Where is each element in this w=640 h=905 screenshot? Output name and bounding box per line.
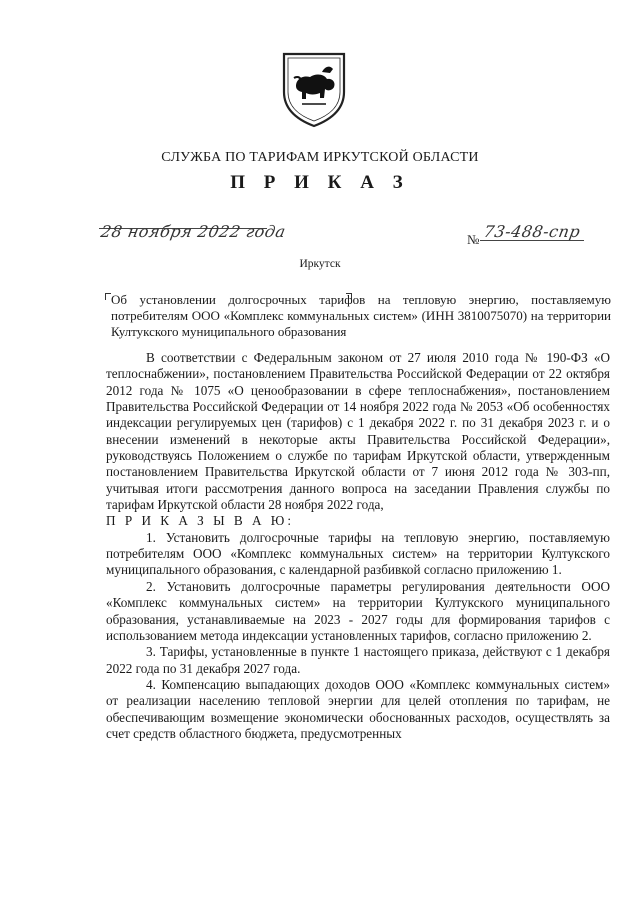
city-name: Иркутск <box>299 258 341 270</box>
handwritten-order-number: 73-488-спр <box>482 222 582 241</box>
order-item: 2. Установить долгосрочные параметры регулирования деятельности ООО «Комплекс коммунальных систем» на территории Култукского муниципального образования, устанавливаемые на 2023 - 2027 годы для формирования тарифов с использованием метода индексации установленных тарифов, согласно приложению 2. <box>106 578 610 643</box>
order-item: 3. Тарифы, установленные в пункте 1 настоящего приказа, действуют с 1 декабря 2022 года по 31 декабря 2027 года. <box>106 644 610 676</box>
preamble-paragraph: В соответствии с Федеральным законом от 27 июля 2010 года № 190-ФЗ «О теплоснабжении», постановлением Правительства Российской Федерации от 22 октября 2012 года № 1075 «О ценообразовании в сфере теплоснабжения», постановлением Правительства Российской Федерации от 14 ноября 2022 года № 2053 «Об особенностях индексации регулируемых цен (тарифов) с 1 декабря 2022 г. по 31 декабря 2023 г. и о внесении изменений в некоторые акты Правительства Российской Федерации», руководствуясь Положением о службе по тарифам Иркутской области, утвержденным постановлением Правительства Иркутской области от 7 июня 2012 года № 303-пп, учитывая итоги рассмотрения данного вопроса на заседании Правления службы по тарифам Иркутской области 28 ноября 2022 года, <box>106 350 610 513</box>
order-subject: Об установлении долгосрочных тарифов на тепловую энергию, поставляемую потребителям ООО «Комплекс коммунальных систем» (ИНН 3810075070) на территории Култукского муниципального образования <box>111 292 611 339</box>
coat-of-arms-emblem <box>280 46 348 128</box>
order-item: 4. Компенсацию выпадающих доходов ООО «Комплекс коммунальных систем» от реализации населению тепловой энергии для целей отопления по тарифам, не обеспечивающим возмещение экономически обоснованных расходов, осуществлять за счет средств областного бюджета, предусмотренных <box>106 676 610 741</box>
agency-name: СЛУЖБА ПО ТАРИФАМ ИРКУТСКОЙ ОБЛАСТИ <box>161 150 479 165</box>
number-sign: № <box>467 232 480 247</box>
order-body <box>106 350 610 742</box>
handwritten-date: 28 ноября 2022 года <box>99 222 288 241</box>
document-title: П Р И К А З <box>230 172 410 193</box>
order-item: 1. Установить долгосрочные тарифы на тепловую энергию, поставляемую потребителям ООО «Комплекс коммунальных систем» на территории Култукского муниципального образования, с календарной разбивкой согласно приложению 1. <box>106 529 610 578</box>
orders-heading: П Р И К А З Ы В А Ю: <box>106 513 295 529</box>
